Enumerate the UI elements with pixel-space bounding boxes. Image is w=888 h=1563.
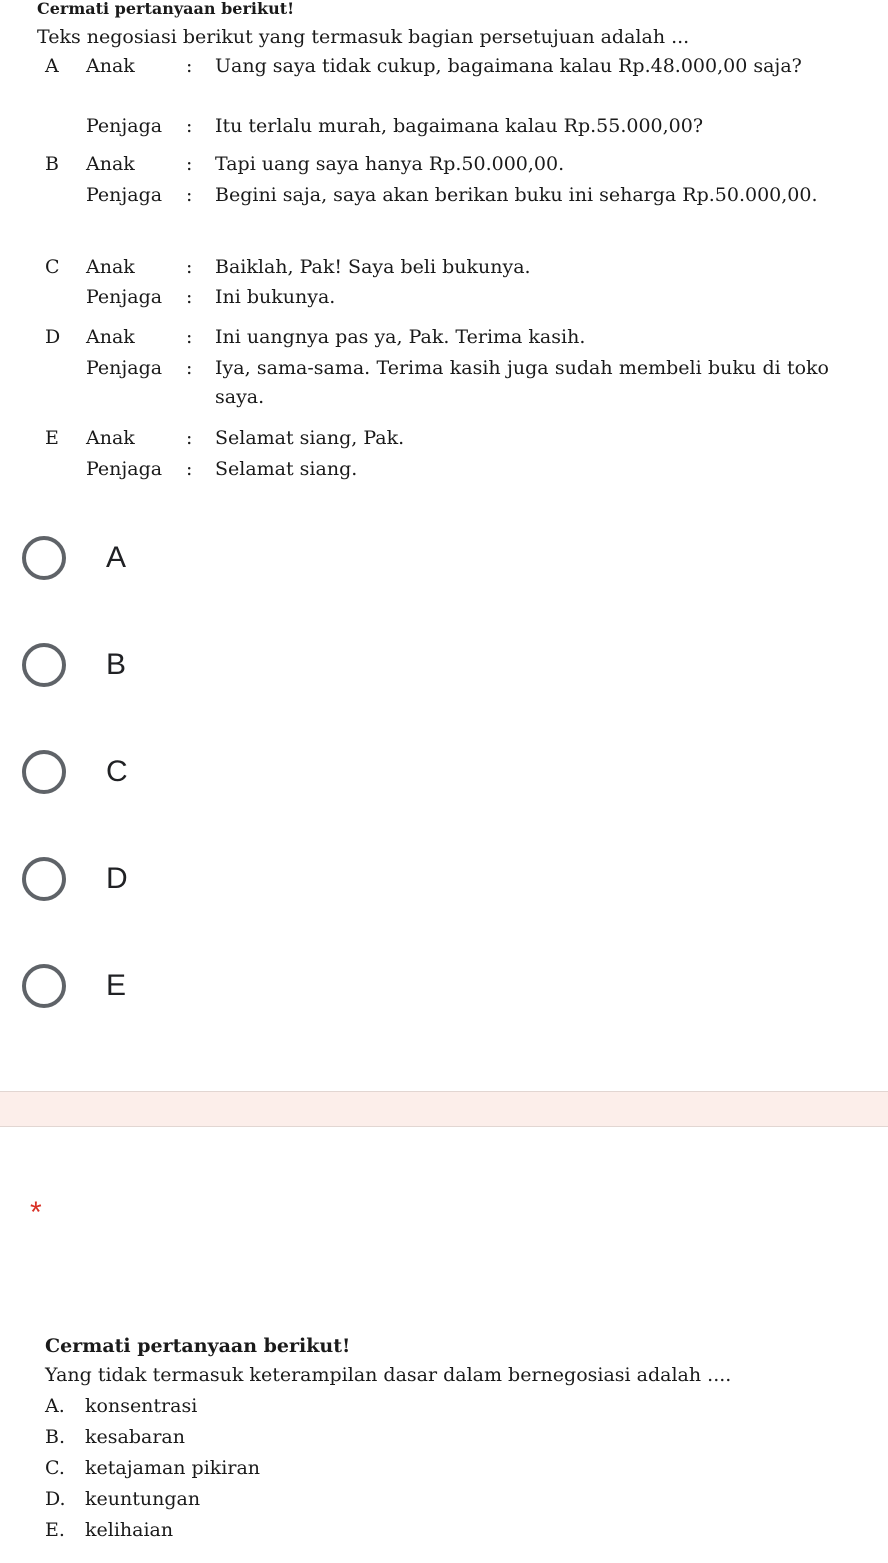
dialogue-speaker: Penjaga xyxy=(86,286,163,308)
radio-option-d[interactable] xyxy=(22,851,422,907)
dialogue-b xyxy=(0,150,888,245)
dialogue-text: Uang saya tidak cukup, bagaimana kalau Rp.48.000,00 saja? xyxy=(215,55,802,77)
dialogue-speaker: Penjaga xyxy=(86,184,163,206)
option-letter: D. xyxy=(45,1488,66,1510)
option-text: konsentrasi xyxy=(85,1395,198,1417)
dialogue-d xyxy=(0,323,888,418)
radio-label: A xyxy=(106,541,127,574)
dialogue-speaker: Penjaga xyxy=(86,115,163,137)
dialogue-colon: : xyxy=(186,458,193,480)
dialogue-colon: : xyxy=(186,184,193,206)
option-letter: A. xyxy=(45,1395,65,1417)
question-2-prompt: Yang tidak termasuk keterampilan dasar dalam bernegosiasi adalah .... xyxy=(45,1364,732,1386)
dialogue-letter: B xyxy=(45,153,59,175)
question-1-prompt: Teks negosiasi berikut yang termasuk bagian persetujuan adalah ... xyxy=(37,26,690,48)
radio-label: C xyxy=(106,755,128,788)
dialogue-speaker: Penjaga xyxy=(86,458,163,480)
dialogue-colon: : xyxy=(186,427,193,449)
dialogue-letter: C xyxy=(45,256,60,278)
radio-label: B xyxy=(106,648,127,681)
dialogue-speaker: Penjaga xyxy=(86,357,163,379)
radio-option-a[interactable] xyxy=(22,530,422,586)
question-2-option xyxy=(45,1395,197,1417)
radio-option-b[interactable] xyxy=(22,637,422,693)
dialogue-text: Ini uangnya pas ya, Pak. Terima kasih. xyxy=(215,326,586,348)
dialogue-text: Itu terlalu murah, bagaimana kalau Rp.55.000,00? xyxy=(215,115,704,137)
dialogue-text: Selamat siang, Pak. xyxy=(215,427,405,449)
option-text: ketajaman pikiran xyxy=(85,1457,261,1479)
dialogue-colon: : xyxy=(186,256,193,278)
radio-label: E xyxy=(106,969,127,1002)
dialogue-e xyxy=(0,424,888,484)
radio-option-c[interactable] xyxy=(22,744,422,800)
dialogue-colon: : xyxy=(186,115,193,137)
dialogue-a xyxy=(0,52,888,142)
radio-label: D xyxy=(106,862,128,895)
radio-circle[interactable] xyxy=(22,750,66,794)
dialogue-text: Begini saja, saya akan berikan buku ini seharga Rp.50.000,00. xyxy=(215,184,818,206)
dialogue-speaker: Anak xyxy=(86,326,135,348)
dialogue-text: Selamat siang. xyxy=(215,458,358,480)
dialogue-speaker: Anak xyxy=(86,256,135,278)
question-1-heading: Cermati pertanyaan berikut! xyxy=(37,0,295,18)
question-2-option xyxy=(45,1426,185,1448)
dialogue-colon: : xyxy=(186,326,193,348)
dialogue-speaker: Anak xyxy=(86,55,135,77)
dialogue-colon: : xyxy=(186,153,193,175)
question-2-option xyxy=(45,1519,173,1541)
dialogue-colon: : xyxy=(186,357,193,379)
question-separator xyxy=(0,1091,888,1127)
dialogue-letter: A xyxy=(45,55,59,77)
question-2-heading: Cermati pertanyaan berikut! xyxy=(45,1335,351,1357)
question-2-option xyxy=(45,1488,200,1510)
option-letter: C. xyxy=(45,1457,65,1479)
required-asterisk: * xyxy=(30,1196,42,1229)
option-text: kelihaian xyxy=(85,1519,174,1541)
option-letter: B. xyxy=(45,1426,66,1448)
option-text: keuntungan xyxy=(85,1488,201,1510)
dialogue-colon: : xyxy=(186,55,193,77)
option-letter: E. xyxy=(45,1519,65,1541)
question-2-option xyxy=(45,1457,260,1479)
radio-circle[interactable] xyxy=(22,857,66,901)
dialogue-letter: D xyxy=(45,326,61,348)
radio-circle[interactable] xyxy=(22,964,66,1008)
dialogue-text: Tapi uang saya hanya Rp.50.000,00. xyxy=(215,153,565,175)
radio-circle[interactable] xyxy=(22,536,66,580)
radio-circle[interactable] xyxy=(22,643,66,687)
dialogue-c xyxy=(0,253,888,313)
option-text: kesabaran xyxy=(85,1426,185,1448)
dialogue-letter: E xyxy=(45,427,59,449)
dialogue-speaker: Anak xyxy=(86,153,135,175)
dialogue-text: Ini bukunya. xyxy=(215,286,336,308)
dialogue-text: Baiklah, Pak! Saya beli bukunya. xyxy=(215,256,531,278)
radio-option-e[interactable] xyxy=(22,958,422,1014)
dialogue-colon: : xyxy=(186,286,193,308)
dialogue-text: Iya, sama-sama. Terima kasih juga sudah membeli buku di toko saya. xyxy=(215,357,829,408)
dialogue-speaker: Anak xyxy=(86,427,135,449)
